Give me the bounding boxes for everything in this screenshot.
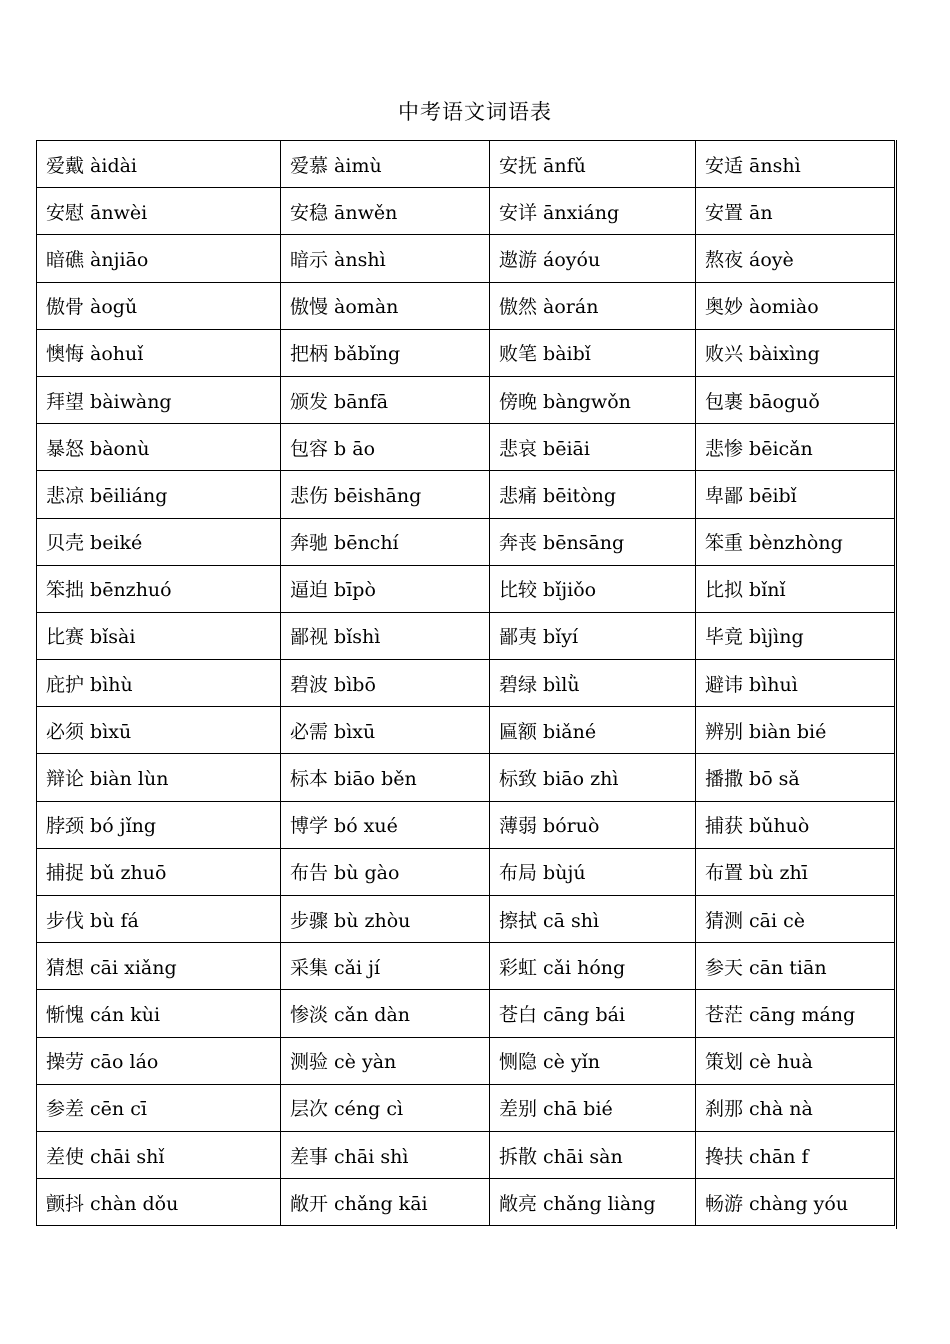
vocab-cell: 悲痛 bēitòng — [490, 471, 696, 518]
vocab-cell: 悲伤 bēishāng — [281, 471, 490, 518]
vocab-cell: 匾额 biǎné — [490, 707, 696, 754]
vocab-cell: 刹那 chà nà — [696, 1084, 895, 1131]
vocab-cell: 苍白 cāng bái — [490, 990, 696, 1037]
vocab-cell: 安详 ānxiáng — [490, 188, 696, 235]
vocab-cell: 包裹 bāoguǒ — [696, 376, 895, 423]
vocab-cell: 层次 céng cì — [281, 1084, 490, 1131]
vocab-cell: 惭愧 cán kùi — [37, 990, 281, 1037]
vocab-cell: 逼迫 bīpò — [281, 565, 490, 612]
vocab-cell: 敞开 chǎng kāi — [281, 1179, 490, 1226]
table-row — [37, 188, 895, 235]
vocab-cell: 差事 chāi shì — [281, 1131, 490, 1178]
vocab-cell: 傲骨 àogǔ — [37, 282, 281, 329]
table-row — [37, 848, 895, 895]
vocab-cell: 标本 biāo běn — [281, 754, 490, 801]
vocab-cell: 毕竟 bìjìng — [696, 612, 895, 659]
vocab-cell: 败笔 bàibǐ — [490, 329, 696, 376]
vocab-cell: 庇护 bìhù — [37, 660, 281, 707]
vocab-cell: 捕捉 bǔ zhuō — [37, 848, 281, 895]
vocab-cell: 步伐 bù fá — [37, 896, 281, 943]
vocab-cell: 策划 cè huà — [696, 1037, 895, 1084]
vocab-cell: 采集 cǎi jí — [281, 943, 490, 990]
vocab-cell: 安稳 ānwěn — [281, 188, 490, 235]
vocab-cell: 搀扶 chān f — [696, 1131, 895, 1178]
vocab-cell: 爱戴 àidài — [37, 141, 281, 188]
vocab-cell: 鄙夷 bǐyí — [490, 612, 696, 659]
vocab-cell: 碧绿 bìlǜ — [490, 660, 696, 707]
vocab-cell: 安适 ānshì — [696, 141, 895, 188]
vocab-cell: 悲哀 bēiāi — [490, 424, 696, 471]
vocab-cell: 操劳 cāo láo — [37, 1037, 281, 1084]
table-row — [37, 990, 895, 1037]
page-title: 中考语文词语表 — [398, 100, 552, 124]
vocab-cell: 测验 cè yàn — [281, 1037, 490, 1084]
vocab-cell: 傲慢 àomàn — [281, 282, 490, 329]
vocab-cell: 拜望 bàiwàng — [37, 376, 281, 423]
vocab-cell: 贝壳 beiké — [37, 518, 281, 565]
vocab-cell: 必需 bìxū — [281, 707, 490, 754]
vocab-cell: 爱慕 àimù — [281, 141, 490, 188]
vocab-cell: 脖颈 bó jǐng — [37, 801, 281, 848]
vocab-cell: 薄弱 bóruò — [490, 801, 696, 848]
table-row — [37, 943, 895, 990]
vocab-cell: 安慰 ānwèi — [37, 188, 281, 235]
vocab-cell: 播撒 bō sǎ — [696, 754, 895, 801]
vocab-cell: 比较 bǐjiǒo — [490, 565, 696, 612]
vocab-cell: 碧波 bìbō — [281, 660, 490, 707]
vocab-cell: 傍晚 bàngwǒn — [490, 376, 696, 423]
vocab-cell: 避讳 bìhuì — [696, 660, 895, 707]
vocab-cell: 卑鄙 bēibǐ — [696, 471, 895, 518]
table-row — [37, 518, 895, 565]
vocab-cell: 安置 ān — [696, 188, 895, 235]
table-row — [37, 896, 895, 943]
vocab-cell: 败兴 bàixìng — [696, 329, 895, 376]
vocab-cell: 安抚 ānfǔ — [490, 141, 696, 188]
vocab-cell: 颁发 bānfā — [281, 376, 490, 423]
vocab-cell: 步骤 bù zhòu — [281, 896, 490, 943]
vocab-cell: 猜想 cāi xiǎng — [37, 943, 281, 990]
table-row — [37, 329, 895, 376]
vocab-cell: 彩虹 cǎi hóng — [490, 943, 696, 990]
vocab-cell: 博学 bó xué — [281, 801, 490, 848]
table-row — [37, 707, 895, 754]
vocab-cell: 捕获 bǔhuò — [696, 801, 895, 848]
vocab-cell: 比赛 bǐsài — [37, 612, 281, 659]
vocab-cell: 布告 bù gào — [281, 848, 490, 895]
vocab-cell: 奔丧 bēnsāng — [490, 518, 696, 565]
table-row — [37, 660, 895, 707]
vocab-cell: 辩论 biàn lùn — [37, 754, 281, 801]
vocab-cell: 颤抖 chàn dǒu — [37, 1179, 281, 1226]
table-row — [37, 471, 895, 518]
vocab-cell: 敞亮 chǎng liàng — [490, 1179, 696, 1226]
vocab-cell: 比拟 bǐnǐ — [696, 565, 895, 612]
table-edge-line — [896, 140, 897, 1229]
table-row — [37, 565, 895, 612]
vocab-cell: 包容 b āo — [281, 424, 490, 471]
vocab-cell: 熬夜 áoyè — [696, 235, 895, 282]
table-row — [37, 1037, 895, 1084]
vocab-cell: 笨重 bènzhòng — [696, 518, 895, 565]
vocab-cell: 差别 chā bié — [490, 1084, 696, 1131]
table-row — [37, 1131, 895, 1178]
vocab-cell: 悲惨 bēicǎn — [696, 424, 895, 471]
vocab-cell: 参差 cēn cī — [37, 1084, 281, 1131]
vocab-cell: 辨别 biàn bié — [696, 707, 895, 754]
vocab-cell: 参天 cān tiān — [696, 943, 895, 990]
vocabulary-table — [36, 140, 895, 1226]
vocab-cell: 标致 biāo zhì — [490, 754, 696, 801]
vocab-cell: 暗示 ànshì — [281, 235, 490, 282]
table-row — [37, 235, 895, 282]
vocab-cell: 懊悔 àohuǐ — [37, 329, 281, 376]
vocab-cell: 苍茫 cāng máng — [696, 990, 895, 1037]
vocab-cell: 畅游 chàng yóu — [696, 1179, 895, 1226]
table-row — [37, 754, 895, 801]
vocab-cell: 暴怒 bàonù — [37, 424, 281, 471]
table-row — [37, 424, 895, 471]
vocab-cell: 猜测 cāi cè — [696, 896, 895, 943]
table-row — [37, 376, 895, 423]
vocab-cell: 遨游 áoyóu — [490, 235, 696, 282]
vocab-cell: 布置 bù zhī — [696, 848, 895, 895]
vocab-cell: 傲然 àorán — [490, 282, 696, 329]
table-row — [37, 282, 895, 329]
vocab-cell: 布局 bùjú — [490, 848, 696, 895]
table-row — [37, 1179, 895, 1226]
vocab-cell: 擦拭 cā shì — [490, 896, 696, 943]
vocab-cell: 鄙视 bǐshì — [281, 612, 490, 659]
vocab-cell: 惨淡 cǎn dàn — [281, 990, 490, 1037]
vocab-cell: 拆散 chāi sàn — [490, 1131, 696, 1178]
vocab-cell: 笨拙 bēnzhuó — [37, 565, 281, 612]
vocab-cell: 奔驰 bēnchí — [281, 518, 490, 565]
vocab-cell: 暗礁 ànjiāo — [37, 235, 281, 282]
vocab-cell: 把柄 bǎbǐng — [281, 329, 490, 376]
vocab-cell: 必须 bìxū — [37, 707, 281, 754]
vocab-cell: 悲凉 bēiliáng — [37, 471, 281, 518]
vocab-cell: 奥妙 àomiào — [696, 282, 895, 329]
table-row — [37, 612, 895, 659]
table-row — [37, 1084, 895, 1131]
table-row — [37, 141, 895, 188]
vocab-cell: 差使 chāi shǐ — [37, 1131, 281, 1178]
table-row — [37, 801, 895, 848]
vocab-cell: 恻隐 cè yǐn — [490, 1037, 696, 1084]
